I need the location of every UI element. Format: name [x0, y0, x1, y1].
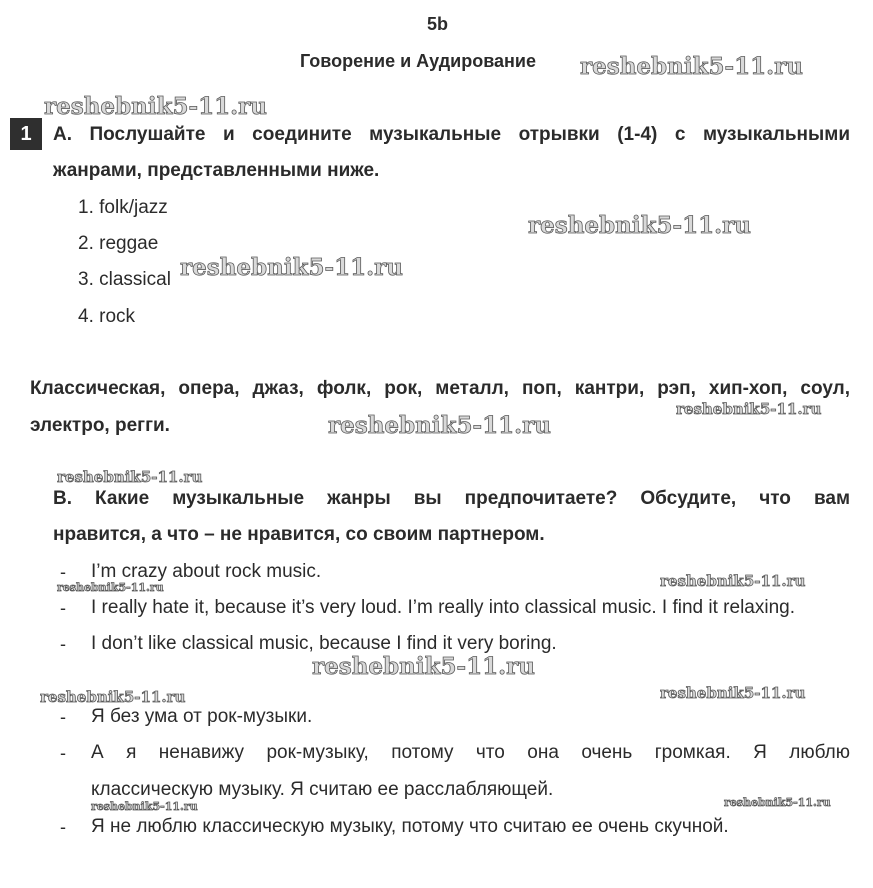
dash-marker: -	[60, 743, 66, 763]
english-line-1: I’m crazy about rock music.	[91, 561, 322, 582]
section-title: Говорение и Аудирование	[300, 51, 536, 71]
russian-line-3: классическую музыку. Я считаю ее расслабляющей.	[91, 779, 554, 800]
dash-marker: -	[60, 634, 66, 654]
russian-line-4: Я не люблю классическую музыку, потому что считаю ее очень скучной.	[91, 816, 729, 837]
russian-line-2: А я ненавижу рок-музыку, потому что она очень громкая. Я люблю	[91, 742, 850, 763]
exercise-number-badge: 1	[10, 118, 42, 150]
answer-item-2: 2. reggae	[78, 233, 159, 254]
english-line-3: I don’t like classical music, because I find it very boring.	[91, 633, 557, 654]
watermark: reshebnik5-11.ru	[91, 800, 198, 813]
part-b-instruction-line1: B. Какие музыкальные жанры вы предпочитаете? Обсудите, что вам	[53, 488, 850, 509]
part-a-instruction-line1: A. Послушайте и соедините музыкальные отрывки (1-4) с музыкальными	[53, 124, 850, 145]
english-line-2: I really hate it, because it’s very loud. I’m really into classical music. I find it relaxing.	[91, 597, 795, 618]
watermark: reshebnik5-11.ru	[660, 684, 806, 702]
watermark: reshebnik5-11.ru	[57, 581, 164, 594]
unit-title: 5b	[427, 14, 449, 34]
dash-marker: -	[60, 598, 66, 618]
dash-marker: -	[60, 562, 66, 582]
answer-item-1: 1. folk/jazz	[78, 197, 168, 218]
genres-line1: Классическая, опера, джаз, фолк, рок, металл, поп, кантри, рэп, хип-хоп, соул,	[30, 378, 850, 399]
watermark: reshebnik5-11.ru	[676, 400, 822, 418]
watermark: reshebnik5-11.ru	[57, 468, 203, 486]
watermark: reshebnik5-11.ru	[660, 572, 806, 590]
genres-line2: электро, регги.	[30, 415, 170, 436]
watermark: reshebnik5-11.ru	[180, 254, 403, 281]
watermark: reshebnik5-11.ru	[312, 653, 535, 680]
watermark: reshebnik5-11.ru	[528, 212, 751, 239]
dash-marker: -	[60, 707, 66, 727]
watermark: reshebnik5-11.ru	[44, 93, 267, 120]
part-b-instruction-line2: нравится, а что – не нравится, со своим партнером.	[53, 524, 545, 545]
watermark: reshebnik5-11.ru	[328, 412, 551, 439]
watermark: reshebnik5-11.ru	[40, 688, 186, 706]
watermark: reshebnik5-11.ru	[580, 53, 803, 80]
answer-item-4: 4. rock	[78, 306, 136, 327]
watermark: reshebnik5-11.ru	[724, 796, 831, 809]
russian-line-1: Я без ума от рок-музыки.	[91, 706, 313, 727]
part-a-instruction-line2: жанрами, представленными ниже.	[53, 160, 380, 181]
answer-item-3: 3. classical	[78, 269, 171, 290]
dash-marker: -	[60, 817, 66, 837]
